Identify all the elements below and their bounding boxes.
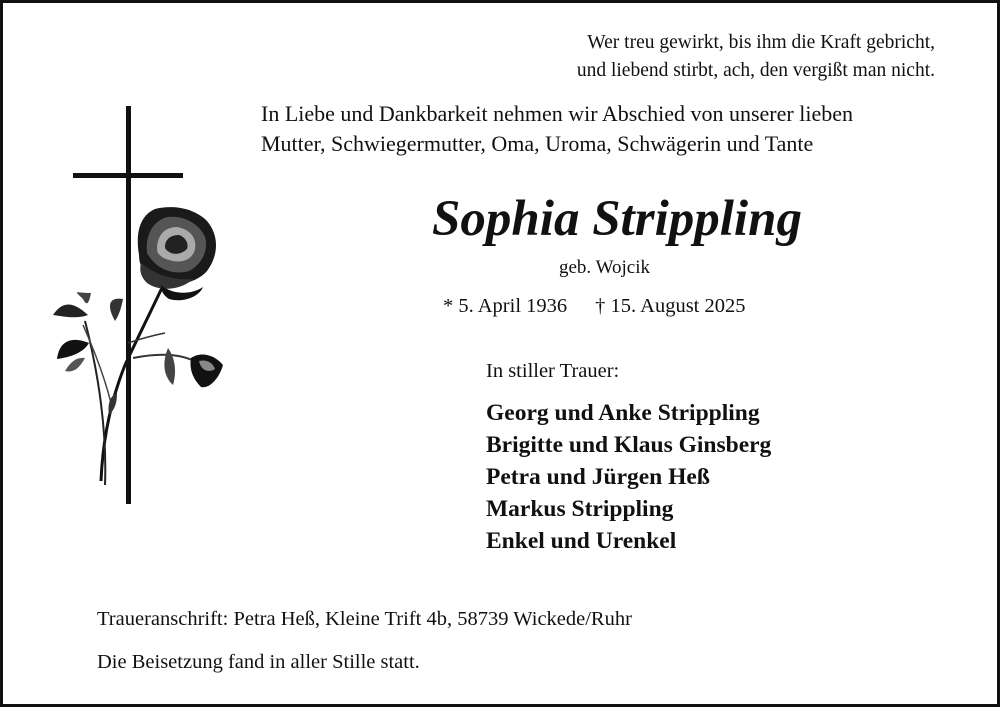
deceased-name: Sophia Strippling: [432, 191, 802, 247]
burial-note: Die Beisetzung fand in aller Stille statt.: [97, 651, 420, 673]
cross-with-rose-icon: [43, 103, 233, 513]
birth-date: * 5. April 1936: [443, 295, 568, 317]
poem-line: Wer treu gewirkt, bis ihm die Kraft gebricht,: [587, 32, 935, 53]
mourner-name: Enkel und Urenkel: [486, 528, 677, 554]
mourning-label: In stiller Trauer:: [486, 360, 620, 382]
birth-name: geb. Wojcik: [559, 257, 650, 278]
intro-line: Mutter, Schwiegermutter, Oma, Uroma, Schwägerin und Tante: [261, 131, 814, 156]
life-dates: [443, 295, 746, 318]
intro-text: [261, 99, 853, 159]
mourner-name: Petra und Jürgen Heß: [486, 464, 710, 490]
mourner-name: Georg und Anke Strippling: [486, 400, 760, 426]
intro-line: In Liebe und Dankbarkeit nehmen wir Abschied von unserer lieben: [261, 101, 853, 126]
poem: [577, 29, 935, 85]
mourner-list: [486, 397, 771, 557]
death-date: † 15. August 2025: [595, 295, 746, 317]
mourning-address: Traueranschrift: Petra Heß, Kleine Trift 4b, 58739 Wickede/Ruhr: [97, 608, 632, 630]
mourner-name: Brigitte und Klaus Ginsberg: [486, 432, 772, 458]
poem-line: und liebend stirbt, ach, den vergißt man nicht.: [576, 60, 935, 81]
mourner-name: Markus Strippling: [486, 496, 674, 522]
